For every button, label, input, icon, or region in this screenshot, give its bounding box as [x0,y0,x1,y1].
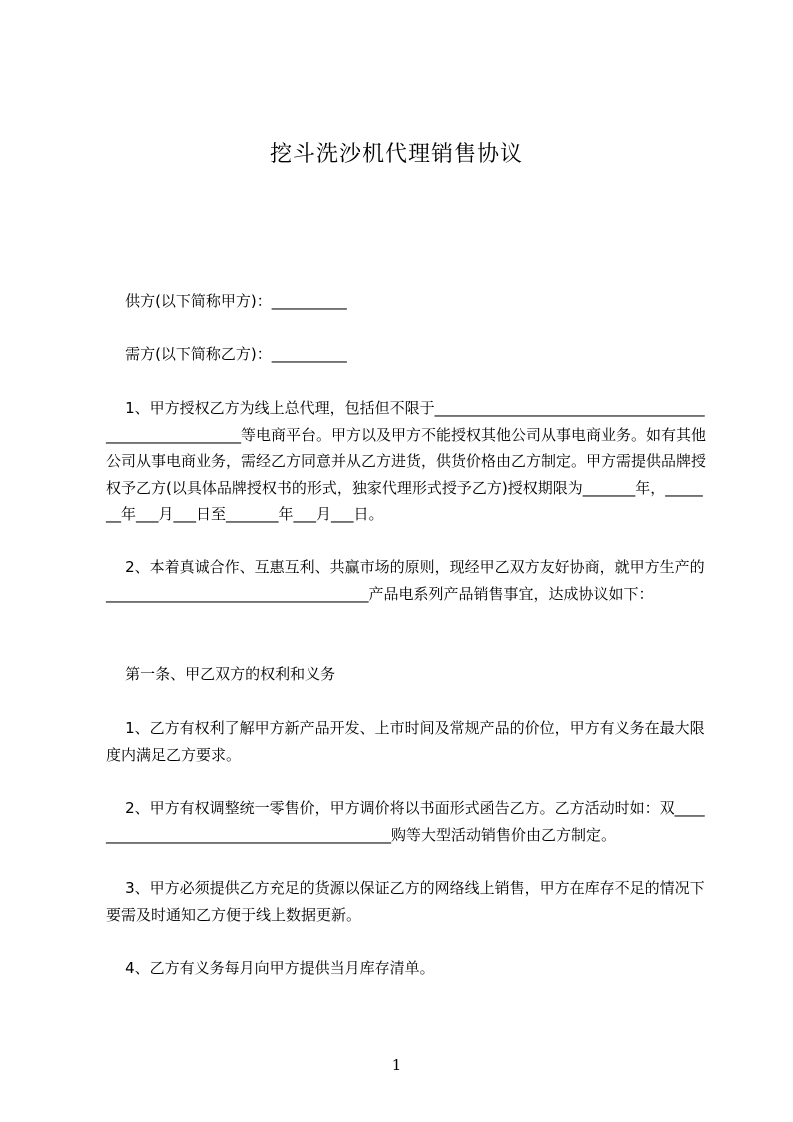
page-number: 1 [391,1056,402,1074]
article-item-1: 1、乙方有权利了解甲方新产品开发、上市时间及常规产品的价位，甲方有义务在最大限度内满足乙方要求。 [106,719,705,764]
article-item-2: 2、甲方有权调整统一零售价，甲方调价将以书面形式函告乙方。乙方活动时如：双__________________________________________购等大型活动销售价由乙方制定。 [106,799,705,844]
article-item-4: 4、乙方有义务每月向甲方提供当月库存清单。 [106,959,435,977]
document-title: 挖斗洗沙机代理销售协议 [269,142,523,167]
buyer-line: 需方(以下简称乙方)：__________ [106,345,347,363]
clause-1-paragraph: 1、甲方授权乙方为线上总代理，包括但不限于______________________________________________________等电商平台。甲方以及甲方不能授权其他公司从事电商业务。如有其他公司从事电商业务，需经乙方同意并从乙方进货，供货价格由乙方制定。甲方需提供品牌授权予乙方(以具体品牌授权书的形式，独家代理形式授予乙方)授权期限为_______年，_______年___月___日至_______年___月___日。 [106,399,707,523]
article-item-3: 3、甲方必须提供乙方充足的货源以保证乙方的网络线上销售，甲方在库存不足的情况下要需及时通知乙方便于线上数据更新。 [106,879,705,924]
section-heading: 第一条、甲乙双方的权利和义务 [106,665,336,683]
supplier-line: 供方(以下简称甲方)：__________ [106,292,347,310]
clause-2-paragraph: 2、本着真诚合作、互惠互利、共赢市场的原则，现经甲乙双方友好协商，就甲方生产的___________________________________产品电系列产品销售事宜，达成协议如下： [106,558,705,603]
